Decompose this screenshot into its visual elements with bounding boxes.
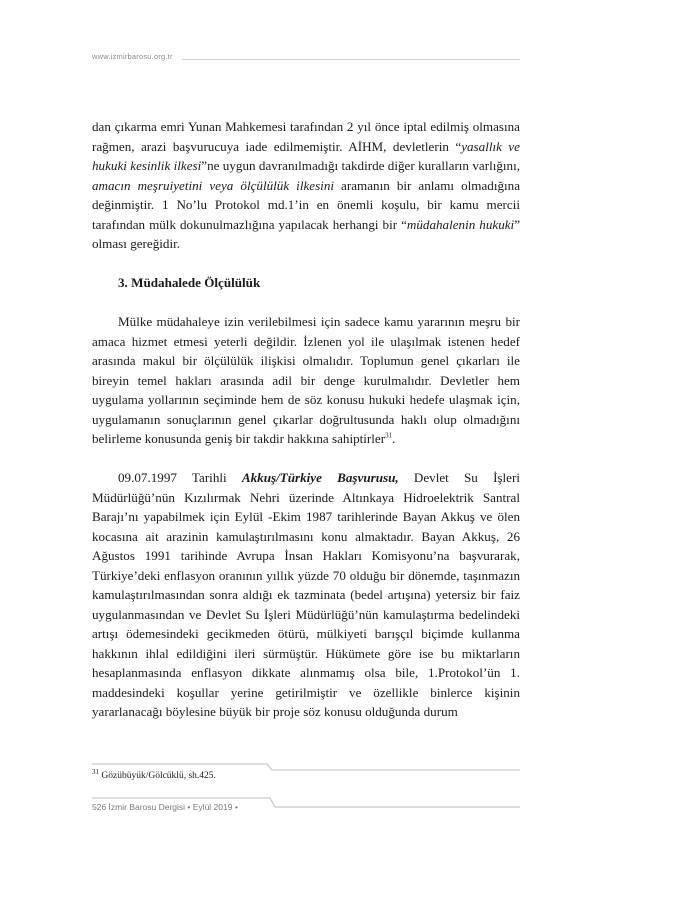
italic-run: müdahalenin hukuki <box>406 216 515 232</box>
paragraph-2 <box>92 312 520 449</box>
header-rule <box>182 59 520 60</box>
text-run: aramanın bir anlamı olmadığına değinmiştir. 1 No’lu Protokol md.1’in en önemli koşulu, bir kamu mercii tarafından mülk dokunulmazlığına yapılacak herhangi bir “ <box>92 177 520 232</box>
text-run: ” olması gereğidir. <box>92 216 520 251</box>
italic-run: amacın meşruiyetini veya ölçülülük ilkesini <box>92 177 334 193</box>
footnote-text: Gözübüyük/Gölcüklü, sh.425. <box>101 771 216 781</box>
header-url: www.izmirbarosu.org.tr <box>92 52 173 61</box>
body-text <box>92 117 520 722</box>
section-heading: 3. Müdahalede Ölçülülük <box>118 275 261 290</box>
text-run: ”ne uygun davranılmadığı takdirde diğer kuralların varlığını, <box>201 158 520 173</box>
footnote <box>92 767 216 781</box>
text-run: Devlet Su İşleri Müdürlüğü’nün Kızılırmak Nehri üzerinde Altınkaya Hidroelektrik Santral Barajı’nı yapabilmek için Eylül -Ekim 1987 tarihlerinde Bayan Akkuş ve ölen kocasına ait arazinin kamulaştırılmasını konu almaktadır. Bayan Akkuş, 26 Ağustos 1991 tarihinde Avrupa İnsan Hakları Komisyonu’na başvurarak, Türkiye’deki enflasyon oranının yıllık yüzde 70 olduğu bir dönemde, taşınmazın kamulaştırılmasından sonra aldığı ek tazminata (bedel artışına) yetersiz bir faiz uygulanmasından ve Devlet Su İşleri Müdürlüğü’nün kamulaştırma bedelindeki artışı ödemesindeki gecikmeden ötürü, mülkiyeti barışçıl biçimde kullanma hakkının ihlal edildiğini ileri sürmüştür. Hükümete göre ise bu miktarların hesaplanmasında enflasyon dikkate alınmamış olsa bile, 1.Protokol’ün 1. maddesindeki koşullar yerine getirilmiştir ve özellikle binlerce kişinin yararlanacağı böylesine büyük bir proje söz konusu olduğunda durum <box>92 470 520 719</box>
footer-text: 526 İzmir Barosu Dergisi • Eylül 2019 • <box>92 802 242 812</box>
footnote-number: 31 <box>92 767 99 776</box>
paragraph-1 <box>92 117 520 254</box>
case-name: Akkuş/Türkiye Başvurusu, <box>241 470 399 485</box>
text-run: . <box>392 431 396 446</box>
text-run: Mülke müdahaleye izin verilebilmesi için sadece kamu yararının meşru bir amaca hizmet etmesi yeterli değildir. İzlenen yol ile ulaşılmak istenen hedef arasında makul bir ölçülülük ilişkisi olmalıdır. Toplumun genel çıkarları ile bireyin temel hakları arasında adil bir denge kurulmalıdır. Devletler hem uygulama yollarının seçiminde hem de söz konusu hukuki hedefe ulaşmak için, uygulamanın sonuçlarının genel çıkarlar doğrultusunda haklı olup olmadığını belirleme konusunda geniş bir takdir hakkına sahiptirler <box>92 314 520 446</box>
text-run: 09.07.1997 Tarihli <box>118 470 242 485</box>
italic-run: yasallık ve hukuki kesinlik ilkesi <box>92 138 520 173</box>
paragraph-3 <box>92 468 520 722</box>
text-run: dan çıkarma emri Yunan Mahkemesi tarafından 2 yıl önce iptal edilmiş olmasına rağmen, arazi başvurucuya iade edilmemiştir. AİHM, devletlerin “ <box>92 119 520 154</box>
footnote-ref[interactable]: 31 <box>385 431 393 440</box>
